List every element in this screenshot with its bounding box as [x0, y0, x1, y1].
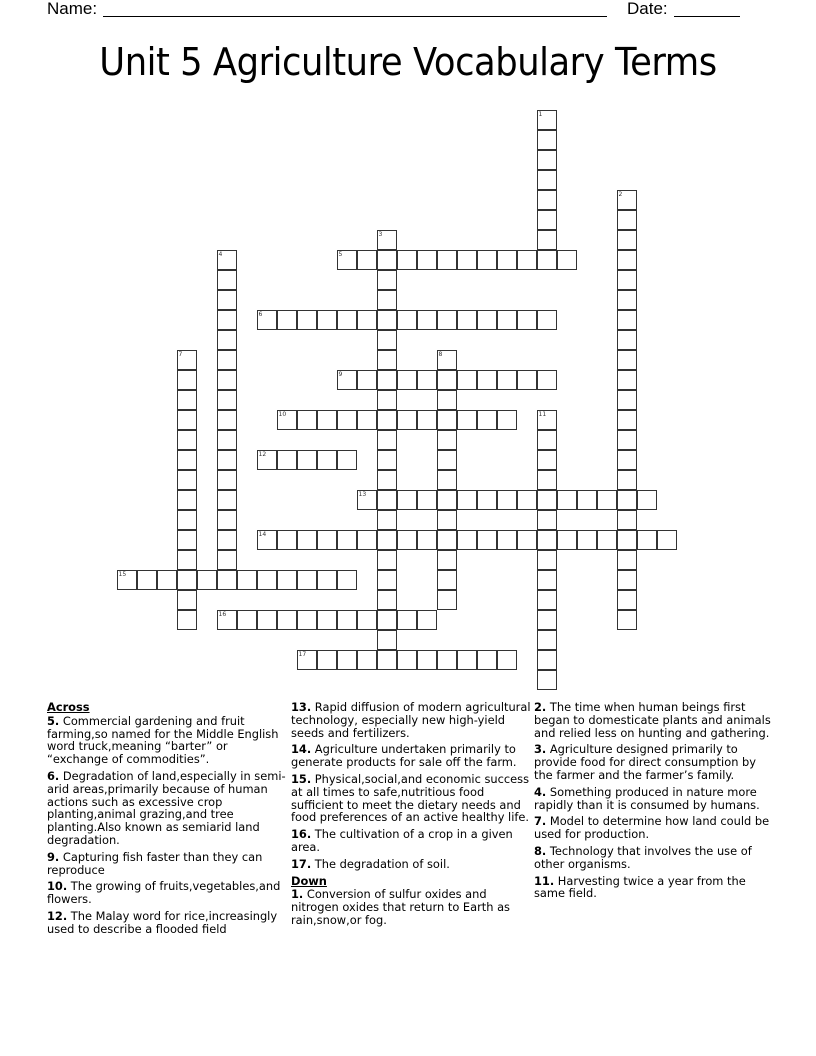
- crossword-cell[interactable]: [377, 270, 397, 290]
- crossword-cell[interactable]: [617, 450, 637, 470]
- crossword-cell[interactable]: [617, 210, 637, 230]
- clues-column-2: [291, 701, 531, 931]
- clue-across-12: 12. The Malay word for rice,increasingly used to describe a flooded field: [47, 908, 278, 936]
- crossword-cell[interactable]: [177, 530, 197, 550]
- crossword-cell[interactable]: [477, 530, 497, 550]
- crossword-cell[interactable]: [257, 310, 277, 330]
- crossword-cell[interactable]: [277, 570, 297, 590]
- crossword-cell[interactable]: [117, 570, 137, 590]
- crossword-cell[interactable]: [437, 310, 457, 330]
- crossword-cell[interactable]: [217, 450, 237, 470]
- crossword-cell[interactable]: [537, 450, 557, 470]
- clue-number: 10: [278, 410, 287, 418]
- crossword-cell[interactable]: [337, 410, 357, 430]
- crossword-cell[interactable]: [377, 530, 397, 550]
- crossword-cell[interactable]: [517, 530, 537, 550]
- crossword-cell[interactable]: [497, 490, 517, 510]
- crossword-cell[interactable]: [177, 430, 197, 450]
- crossword-cell[interactable]: [377, 590, 397, 610]
- crossword-cell[interactable]: [357, 530, 377, 550]
- clue-down-8: 8. Technology that involves the use of other organisms.: [534, 843, 752, 871]
- crossword-cell[interactable]: [317, 650, 337, 670]
- clue-number: 6: [258, 310, 263, 318]
- crossword-cell[interactable]: [377, 330, 397, 350]
- crossword-cell[interactable]: [617, 250, 637, 270]
- crossword-cell[interactable]: [217, 370, 237, 390]
- crossword-cell[interactable]: [437, 390, 457, 410]
- page-title: Unit 5 Agriculture Vocabulary Terms: [99, 40, 717, 84]
- crossword-cell[interactable]: [437, 550, 457, 570]
- crossword-cell[interactable]: [377, 230, 397, 250]
- crossword-cell[interactable]: [477, 490, 497, 510]
- crossword-cell[interactable]: [637, 490, 657, 510]
- crossword-cell[interactable]: [437, 430, 457, 450]
- crossword-cell[interactable]: [217, 330, 237, 350]
- crossword-cell[interactable]: [417, 650, 437, 670]
- clue-number: 16: [218, 610, 227, 618]
- crossword-cell[interactable]: [377, 290, 397, 310]
- crossword-cell[interactable]: [617, 230, 637, 250]
- crossword-cell[interactable]: [617, 590, 637, 610]
- crossword-cell[interactable]: [457, 530, 477, 550]
- crossword-cell[interactable]: [217, 310, 237, 330]
- crossword-cell[interactable]: [317, 310, 337, 330]
- crossword-cell[interactable]: [317, 530, 337, 550]
- crossword-cell[interactable]: [337, 370, 357, 390]
- clue-number: 14: [258, 530, 267, 538]
- crossword-cell[interactable]: [517, 490, 537, 510]
- crossword-cell[interactable]: [217, 490, 237, 510]
- crossword-cell[interactable]: [437, 570, 457, 590]
- crossword-cell[interactable]: [217, 570, 237, 590]
- crossword-cell[interactable]: [617, 610, 637, 630]
- crossword-cell[interactable]: [537, 590, 557, 610]
- crossword-cell[interactable]: [137, 570, 157, 590]
- crossword-cell[interactable]: [417, 310, 437, 330]
- crossword-cell[interactable]: [477, 310, 497, 330]
- crossword-cell[interactable]: [457, 370, 477, 390]
- crossword-cell[interactable]: [317, 570, 337, 590]
- crossword-cell[interactable]: [357, 370, 377, 390]
- clues-column-3: [534, 701, 774, 904]
- crossword-cell[interactable]: [537, 610, 557, 630]
- crossword-cell[interactable]: [497, 310, 517, 330]
- crossword-cell[interactable]: [537, 310, 557, 330]
- clue-number: 12: [258, 450, 267, 458]
- crossword-cell[interactable]: [377, 610, 397, 630]
- name-label: Name:: [47, 0, 98, 18]
- crossword-cell[interactable]: [397, 490, 417, 510]
- crossword-cell[interactable]: [537, 190, 557, 210]
- clue-number: 4: [218, 250, 223, 258]
- crossword-cell[interactable]: [617, 310, 637, 330]
- clue-down-2: 2. The time when human beings first began to domesticate plants and animals and relied less on hunting and gathering.: [534, 700, 771, 740]
- clue-number: 7: [178, 350, 183, 358]
- crossword-cell[interactable]: [377, 250, 397, 270]
- crossword-cell[interactable]: [177, 490, 197, 510]
- crossword-cell[interactable]: [277, 450, 297, 470]
- crossword-cell[interactable]: [437, 470, 457, 490]
- crossword-cell[interactable]: [217, 250, 237, 270]
- crossword-cell[interactable]: [537, 570, 557, 590]
- crossword-cell[interactable]: [517, 250, 537, 270]
- clue-number: 13: [358, 490, 367, 498]
- crossword-cell[interactable]: [457, 250, 477, 270]
- clue-across-10: 10. The growing of fruits,vegetables,and flowers.: [47, 879, 281, 907]
- clue-down-11: 11. Harvesting twice a year from the same field.: [534, 873, 746, 901]
- crossword-cell[interactable]: [537, 530, 557, 550]
- clue-number: 1: [538, 110, 543, 118]
- crossword-cell[interactable]: [237, 610, 257, 630]
- crossword-cell[interactable]: [177, 390, 197, 410]
- crossword-cell[interactable]: [377, 450, 397, 470]
- crossword-cell[interactable]: [657, 530, 677, 550]
- crossword-cell[interactable]: [417, 410, 437, 430]
- clue-number: 15: [118, 570, 127, 578]
- crossword-cell[interactable]: [337, 250, 357, 270]
- crossword-cell[interactable]: [377, 490, 397, 510]
- crossword-cell[interactable]: [437, 650, 457, 670]
- clue-across-17: 17. The degradation of soil.: [291, 856, 450, 871]
- crossword-cell[interactable]: [297, 450, 317, 470]
- crossword-cell[interactable]: [617, 490, 637, 510]
- crossword-cell[interactable]: [437, 250, 457, 270]
- clue-number: 2: [618, 190, 623, 198]
- crossword-cell[interactable]: [617, 550, 637, 570]
- crossword-cell[interactable]: [617, 370, 637, 390]
- clue-number: 8: [438, 350, 443, 358]
- crossword-cell[interactable]: [617, 390, 637, 410]
- crossword-cell[interactable]: [537, 150, 557, 170]
- crossword-cell[interactable]: [617, 410, 637, 430]
- crossword-cell[interactable]: [317, 410, 337, 430]
- crossword-cell[interactable]: [437, 530, 457, 550]
- crossword-cell[interactable]: [597, 530, 617, 550]
- crossword-cell[interactable]: [617, 430, 637, 450]
- crossword-cell[interactable]: [477, 250, 497, 270]
- crossword-cell[interactable]: [537, 550, 557, 570]
- crossword-cell[interactable]: [217, 350, 237, 370]
- crossword-cell[interactable]: [377, 550, 397, 570]
- crossword-cell[interactable]: [617, 270, 637, 290]
- clue-across-6: 6. Degradation of land,especially in semi-arid areas,primarily because of human actions such as excessive crop planting,animal grazing,and tree planting.Also known as semiarid land degradation.: [47, 768, 286, 847]
- crossword-cell[interactable]: [377, 510, 397, 530]
- crossword-cell[interactable]: [257, 450, 277, 470]
- clue-across-14: 14. Agriculture undertaken primarily to generate products for sale off the farm.: [291, 742, 517, 770]
- crossword-cell[interactable]: [617, 290, 637, 310]
- crossword-cell[interactable]: [537, 430, 557, 450]
- date-field[interactable]: [674, 0, 740, 17]
- crossword-cell[interactable]: [377, 630, 397, 650]
- clue-across-5: 5. Commercial gardening and fruit farming,so named for the Middle English word truck,meaning “barter” or “exchange of commodities”.: [47, 713, 279, 767]
- crossword-cell[interactable]: [337, 450, 357, 470]
- crossword-cell[interactable]: [617, 530, 637, 550]
- clue-down-7: 7. Model to determine how land could be used for production.: [534, 814, 770, 842]
- crossword-cell[interactable]: [537, 370, 557, 390]
- crossword-cell[interactable]: [217, 430, 237, 450]
- crossword-cell[interactable]: [377, 410, 397, 430]
- clue-number: 9: [338, 370, 343, 378]
- clue-down-4: 4. Something produced in nature more rapidly than it is consumed by humans.: [534, 784, 760, 812]
- crossword-cell[interactable]: [557, 250, 577, 270]
- worksheet-header: [47, 0, 747, 22]
- crossword-cell[interactable]: [297, 610, 317, 630]
- crossword-cell[interactable]: [397, 610, 417, 630]
- crossword-cell[interactable]: [377, 470, 397, 490]
- crossword-cell[interactable]: [537, 130, 557, 150]
- crossword-cell[interactable]: [457, 490, 477, 510]
- crossword-cell[interactable]: [177, 510, 197, 530]
- crossword-cell[interactable]: [357, 650, 377, 670]
- crossword-cell[interactable]: [577, 530, 597, 550]
- crossword-cell[interactable]: [397, 530, 417, 550]
- crossword-cell[interactable]: [477, 650, 497, 670]
- crossword-cell[interactable]: [637, 530, 657, 550]
- crossword-cell[interactable]: [217, 270, 237, 290]
- crossword-cell[interactable]: [537, 250, 557, 270]
- crossword-cell[interactable]: [277, 610, 297, 630]
- crossword-cell[interactable]: [497, 530, 517, 550]
- crossword-cell[interactable]: [597, 490, 617, 510]
- crossword-cell[interactable]: [177, 350, 197, 370]
- crossword-cell[interactable]: [617, 470, 637, 490]
- crossword-cell[interactable]: [297, 530, 317, 550]
- crossword-grid: [117, 110, 717, 710]
- crossword-cell[interactable]: [537, 170, 557, 190]
- crossword-cell[interactable]: [217, 510, 237, 530]
- crossword-cell[interactable]: [157, 570, 177, 590]
- crossword-cell[interactable]: [277, 310, 297, 330]
- crossword-cell[interactable]: [297, 410, 317, 430]
- crossword-cell[interactable]: [337, 570, 357, 590]
- crossword-cell[interactable]: [297, 650, 317, 670]
- clue-number: 11: [538, 410, 547, 418]
- crossword-cell[interactable]: [537, 650, 557, 670]
- crossword-cell[interactable]: [337, 650, 357, 670]
- crossword-cell[interactable]: [537, 510, 557, 530]
- crossword-cell[interactable]: [377, 570, 397, 590]
- crossword-cell[interactable]: [417, 370, 437, 390]
- crossword-cell[interactable]: [217, 290, 237, 310]
- clue-number: 17: [298, 650, 307, 658]
- crossword-cell[interactable]: [557, 490, 577, 510]
- crossword-cell[interactable]: [217, 390, 237, 410]
- crossword-cell[interactable]: [277, 410, 297, 430]
- clue-number: 3: [378, 230, 383, 238]
- crossword-cell[interactable]: [317, 610, 337, 630]
- crossword-cell[interactable]: [517, 310, 537, 330]
- crossword-cell[interactable]: [617, 350, 637, 370]
- crossword-cell[interactable]: [217, 410, 237, 430]
- crossword-cell[interactable]: [477, 410, 497, 430]
- crossword-cell[interactable]: [217, 530, 237, 550]
- crossword-cell[interactable]: [497, 410, 517, 430]
- crossword-cell[interactable]: [357, 490, 377, 510]
- crossword-cell[interactable]: [477, 370, 497, 390]
- clue-down-1: 1. Conversion of sulfur oxides and nitrogen oxides that return to Earth as rain,snow,or fog.: [291, 887, 510, 927]
- crossword-cell[interactable]: [177, 570, 197, 590]
- crossword-cell[interactable]: [277, 530, 297, 550]
- crossword-cell[interactable]: [437, 490, 457, 510]
- across-heading: Across: [47, 700, 90, 714]
- crossword-cell[interactable]: [437, 510, 457, 530]
- clue-number: 5: [338, 250, 343, 258]
- clue-across-15: 15. Physical,social,and economic success at all times to safe,nutritious food sufficient to meet the dietary needs and food preferences of an active healthy life.: [291, 771, 530, 825]
- crossword-cell[interactable]: [197, 570, 217, 590]
- down-heading: Down: [291, 873, 327, 888]
- crossword-cell[interactable]: [397, 250, 417, 270]
- crossword-cell[interactable]: [617, 330, 637, 350]
- crossword-cell[interactable]: [177, 410, 197, 430]
- crossword-cell[interactable]: [537, 670, 557, 690]
- crossword-cell[interactable]: [377, 310, 397, 330]
- crossword-cell[interactable]: [537, 470, 557, 490]
- date-label: Date:: [627, 0, 668, 18]
- clue-across-9: 9. Capturing fish faster than they can reproduce: [47, 849, 263, 877]
- crossword-cell[interactable]: [417, 530, 437, 550]
- crossword-cell[interactable]: [217, 610, 237, 630]
- crossword-cell[interactable]: [437, 370, 457, 390]
- crossword-cell[interactable]: [617, 510, 637, 530]
- crossword-cell[interactable]: [217, 470, 237, 490]
- crossword-cell[interactable]: [377, 650, 397, 670]
- crossword-cell[interactable]: [257, 610, 277, 630]
- crossword-cell[interactable]: [537, 410, 557, 430]
- crossword-cell[interactable]: [337, 530, 357, 550]
- crossword-cell[interactable]: [537, 210, 557, 230]
- crossword-cell[interactable]: [537, 490, 557, 510]
- crossword-cell[interactable]: [377, 390, 397, 410]
- crossword-cell[interactable]: [237, 570, 257, 590]
- crossword-cell[interactable]: [537, 230, 557, 250]
- crossword-cell[interactable]: [377, 430, 397, 450]
- crossword-cell[interactable]: [417, 250, 437, 270]
- crossword-cell[interactable]: [437, 450, 457, 470]
- crossword-cell[interactable]: [517, 370, 537, 390]
- crossword-cell[interactable]: [397, 370, 417, 390]
- crossword-cell[interactable]: [397, 410, 417, 430]
- crossword-cell[interactable]: [357, 310, 377, 330]
- crossword-cell[interactable]: [457, 650, 477, 670]
- crossword-cell[interactable]: [497, 370, 517, 390]
- crossword-cell[interactable]: [577, 490, 597, 510]
- crossword-cell[interactable]: [437, 590, 457, 610]
- crossword-cell[interactable]: [537, 630, 557, 650]
- crossword-cell[interactable]: [217, 550, 237, 570]
- crossword-cell[interactable]: [617, 570, 637, 590]
- crossword-cell[interactable]: [177, 370, 197, 390]
- clues-column-1: [47, 701, 287, 940]
- crossword-cell[interactable]: [497, 250, 517, 270]
- crossword-cell[interactable]: [177, 470, 197, 490]
- crossword-cell[interactable]: [377, 370, 397, 390]
- crossword-cell[interactable]: [357, 610, 377, 630]
- crossword-cell[interactable]: [317, 450, 337, 470]
- crossword-cell[interactable]: [497, 650, 517, 670]
- crossword-cell[interactable]: [257, 570, 277, 590]
- crossword-cell[interactable]: [417, 490, 437, 510]
- crossword-cell[interactable]: [297, 310, 317, 330]
- crossword-cell[interactable]: [417, 610, 437, 630]
- clue-across-13: 13. Rapid diffusion of modern agricultural technology, especially new high-yield seeds and fertilizers.: [291, 700, 531, 740]
- crossword-cell[interactable]: [177, 450, 197, 470]
- crossword-cell[interactable]: [337, 310, 357, 330]
- crossword-cell[interactable]: [537, 110, 557, 130]
- crossword-cell[interactable]: [557, 530, 577, 550]
- clue-across-16: 16. The cultivation of a crop in a given area.: [291, 827, 513, 854]
- crossword-cell[interactable]: [377, 350, 397, 370]
- crossword-cell[interactable]: [297, 570, 317, 590]
- crossword-cell[interactable]: [397, 310, 417, 330]
- crossword-cell[interactable]: [337, 610, 357, 630]
- crossword-cell[interactable]: [457, 310, 477, 330]
- crossword-cell[interactable]: [437, 350, 457, 370]
- crossword-cell[interactable]: [397, 650, 417, 670]
- crossword-cell[interactable]: [357, 410, 377, 430]
- crossword-cell[interactable]: [177, 610, 197, 630]
- name-field[interactable]: [103, 0, 607, 17]
- clue-down-3: 3. Agriculture designed primarily to provide food for direct consumption by the farmer and the farmer’s family.: [534, 742, 757, 782]
- crossword-cell[interactable]: [357, 250, 377, 270]
- crossword-cell[interactable]: [177, 590, 197, 610]
- crossword-cell[interactable]: [437, 410, 457, 430]
- crossword-cell[interactable]: [257, 530, 277, 550]
- crossword-cell[interactable]: [457, 410, 477, 430]
- crossword-cell[interactable]: [617, 190, 637, 210]
- crossword-cell[interactable]: [177, 550, 197, 570]
